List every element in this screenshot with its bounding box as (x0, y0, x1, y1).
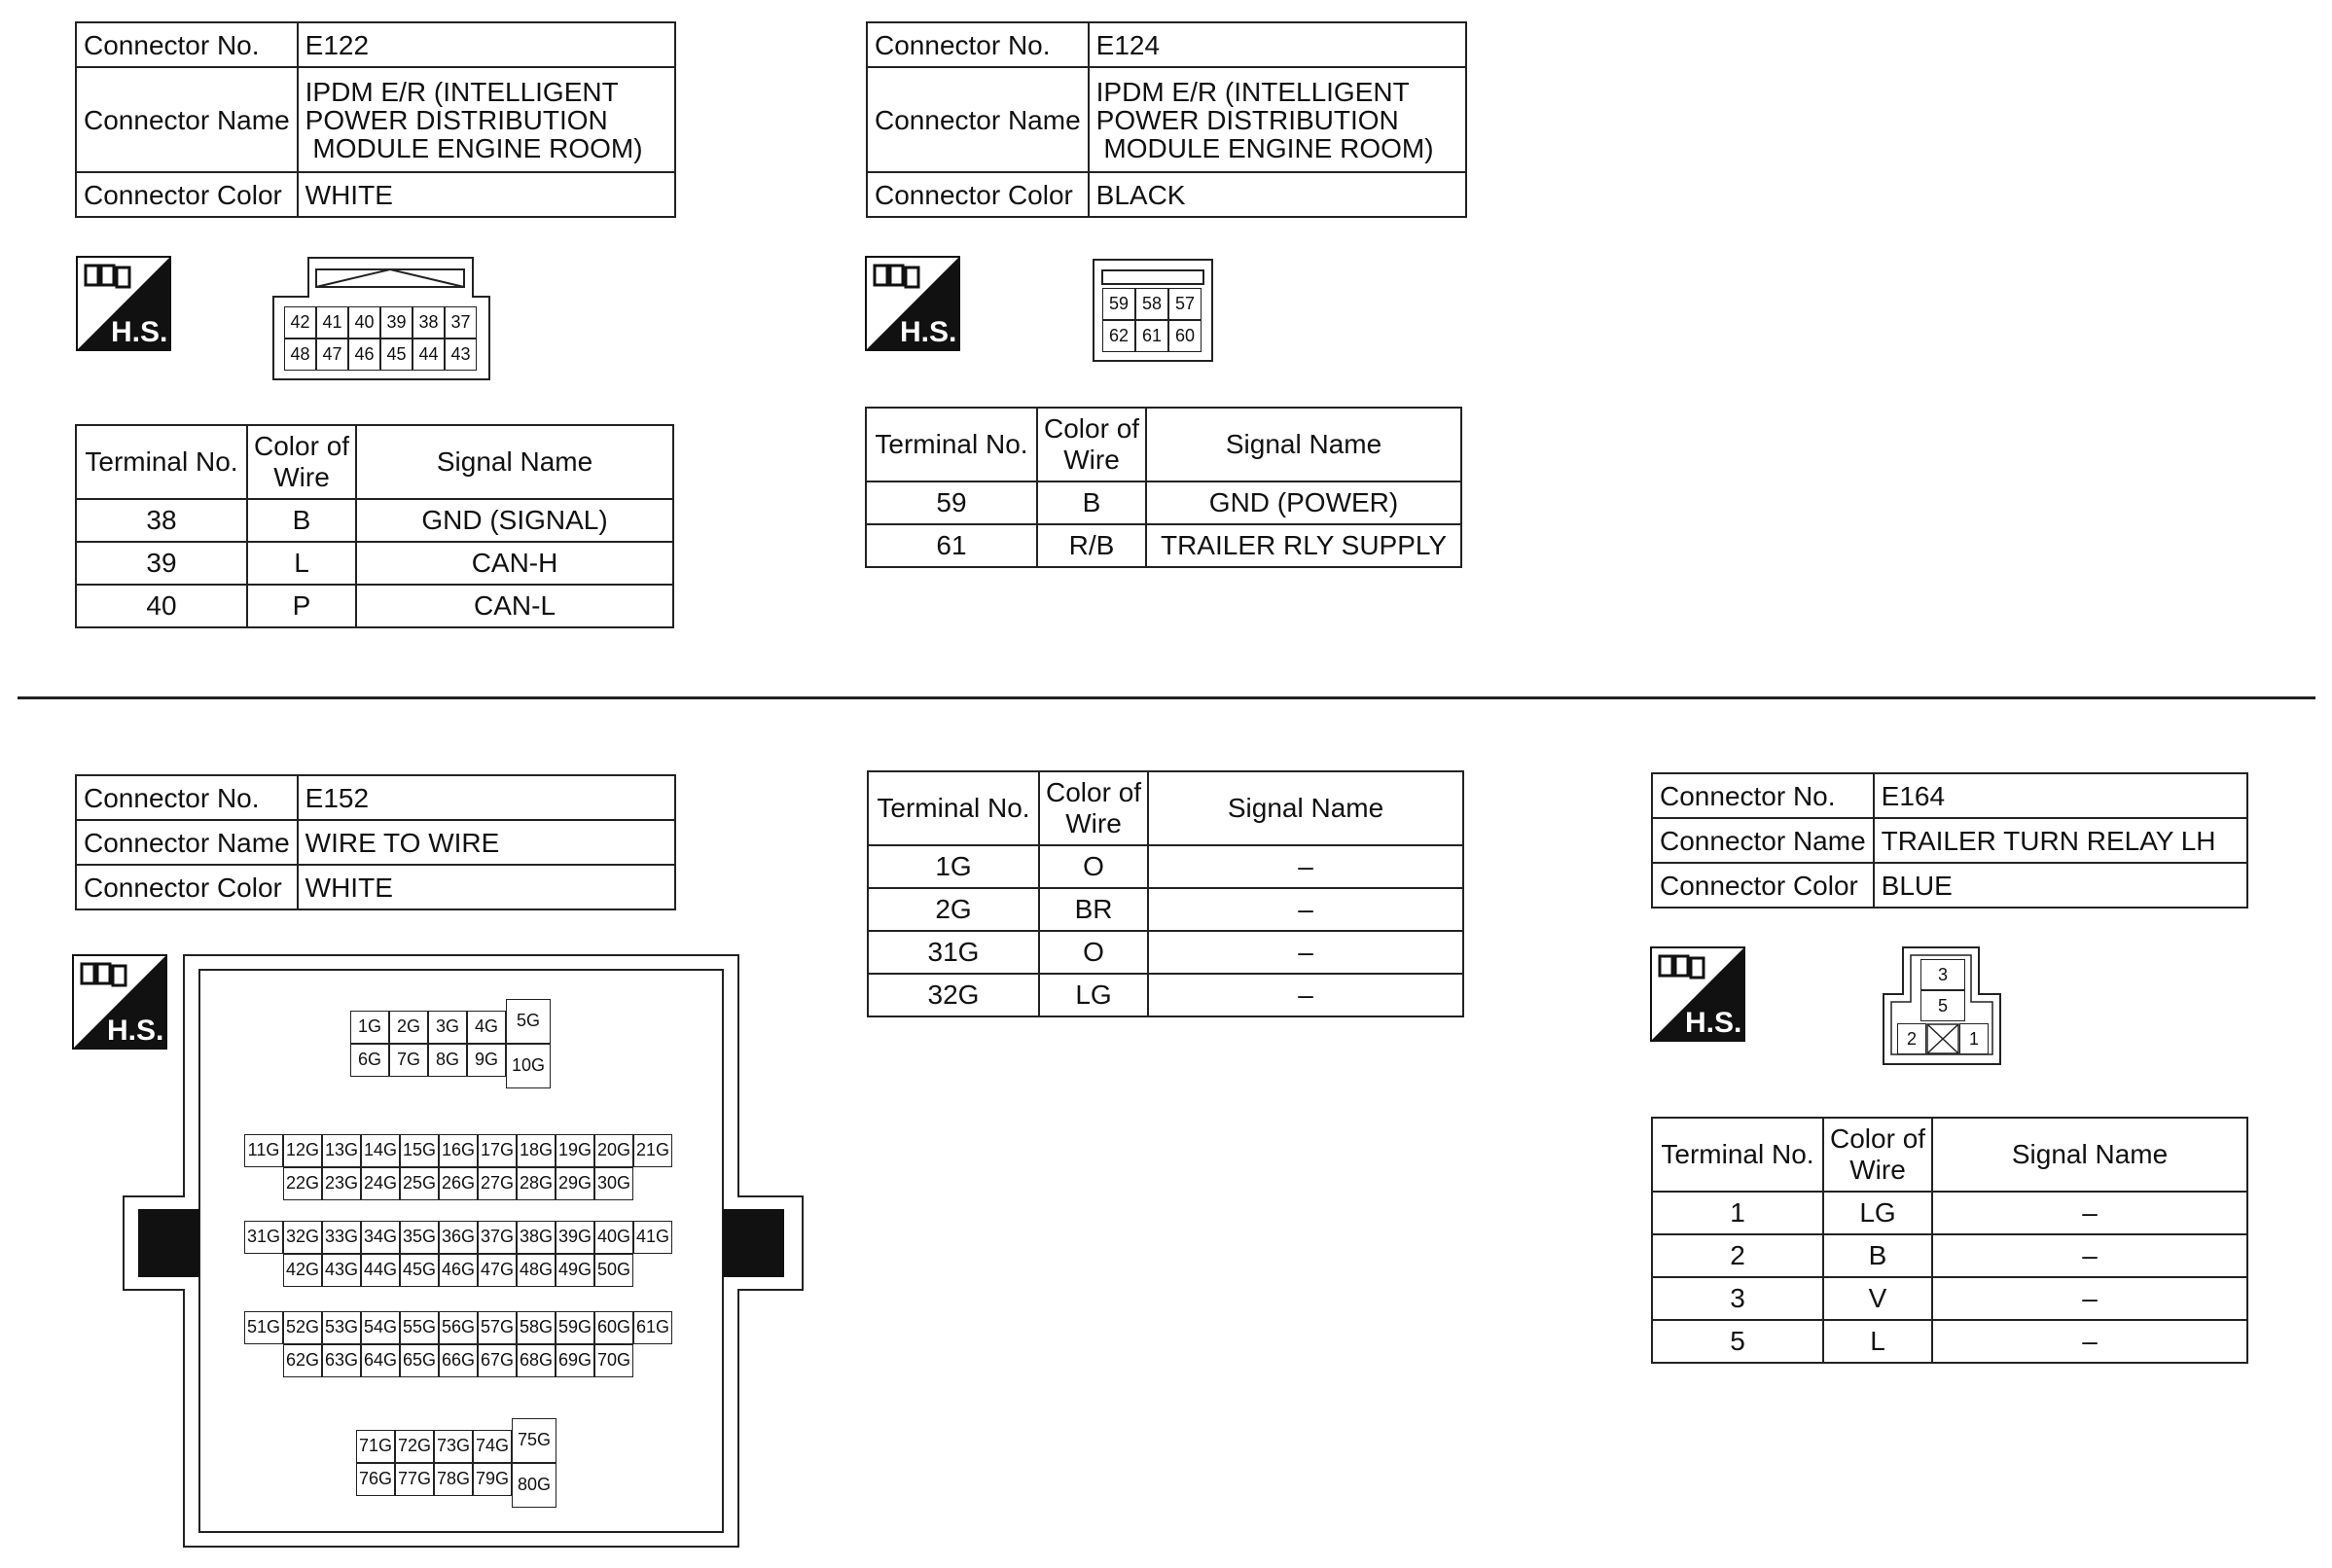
connector-pin: 36G (439, 1221, 478, 1254)
connector-color-value: BLUE (1874, 863, 2247, 908)
connector-pin: 44G (361, 1254, 400, 1287)
signal-name-cell: TRAILER RLY SUPPLY (1146, 524, 1461, 567)
connector-name-value: TRAILER TURN RELAY LH (1874, 818, 2247, 863)
connector-pin: 45 (380, 339, 413, 371)
connector-pin: 41G (633, 1221, 672, 1254)
connector-pin: 79G (473, 1463, 512, 1496)
hs-label: H.S. (107, 1015, 164, 1047)
connector-name-label: Connector Name (1652, 818, 1874, 863)
table-row (1652, 1192, 2247, 1234)
e164-connector-face (1882, 945, 2002, 1066)
connector-pin: 47 (316, 339, 348, 371)
connector-name-label: Connector Name (76, 67, 298, 172)
wire-color-cell: B (1037, 481, 1146, 524)
hs-icon (1650, 946, 1745, 1042)
terminal-cell: 1G (868, 845, 1039, 888)
connector-pin: 18G (517, 1134, 556, 1167)
connector-name-value: IPDM E/R (INTELLIGENT POWER DISTRIBUTION MODULE ENGINE ROOM) (1089, 67, 1466, 172)
signal-name-cell: – (1148, 931, 1463, 974)
connector-pin: 43 (445, 339, 477, 371)
terminal-cell: 38 (76, 499, 247, 542)
signal-name-cell: – (1932, 1320, 2247, 1363)
hs-icon (76, 256, 171, 351)
connector-pin: 25G (400, 1167, 439, 1200)
connector-pin: 39 (380, 306, 413, 339)
connector-pin: 37 (445, 306, 477, 339)
e152-info-table (75, 774, 676, 910)
connector-pin: 6G (350, 1044, 389, 1077)
table-row (76, 499, 673, 542)
connector-pin: 63G (322, 1344, 361, 1377)
table-row (1652, 1234, 2247, 1277)
connector-pin: 46G (439, 1254, 478, 1287)
connector-color-label: Connector Color (76, 865, 298, 909)
connector-pin: 59 (1102, 288, 1135, 320)
connector-pin: 9G (467, 1044, 506, 1077)
connector-pin: 62 (1102, 320, 1135, 352)
connector-pin: 75G (512, 1418, 556, 1463)
signal-name-cell: – (1932, 1277, 2247, 1320)
connector-pin: 62G (283, 1344, 322, 1377)
connector-pin: 71G (356, 1430, 395, 1463)
e164-pin-5: 5 (1920, 990, 1965, 1021)
terminal-cell: 5 (1652, 1320, 1823, 1363)
connector-pin: 53G (322, 1311, 361, 1344)
connector-name-value: IPDM E/R (INTELLIGENT POWER DISTRIBUTION MODULE ENGINE ROOM) (298, 67, 675, 172)
connector-pin: 32G (283, 1221, 322, 1254)
connector-no-label: Connector No. (76, 775, 298, 820)
connector-pin: 56G (439, 1311, 478, 1344)
connector-pin: 74G (473, 1430, 512, 1463)
connector-pin: 48 (284, 339, 316, 371)
connector-pin: 58G (517, 1311, 556, 1344)
connector-no-value: E124 (1089, 22, 1466, 67)
wire-color-cell: LG (1039, 974, 1148, 1016)
connector-pin: 8G (428, 1044, 467, 1077)
signal-name-header: Signal Name (356, 425, 673, 499)
connector-pin: 58 (1135, 288, 1168, 320)
connector-pin: 39G (556, 1221, 594, 1254)
connector-pin: 21G (633, 1134, 672, 1167)
table-row (868, 888, 1463, 931)
e152-terminal-table (867, 770, 1464, 1017)
connector-pin: 57G (478, 1311, 517, 1344)
connector-pin: 43G (322, 1254, 361, 1287)
connector-pin: 45G (400, 1254, 439, 1287)
connector-pin: 57 (1168, 288, 1202, 320)
connector-pin: 3G (428, 1011, 467, 1044)
terminal-no-header: Terminal No. (868, 771, 1039, 845)
wire-color-cell: O (1039, 845, 1148, 888)
terminal-cell: 32G (868, 974, 1039, 1016)
e122-connector-face (272, 256, 490, 380)
terminal-cell: 61 (866, 524, 1037, 567)
connector-color-label: Connector Color (76, 172, 298, 217)
wire-color-cell: L (1823, 1320, 1932, 1363)
connector-pin: 59G (556, 1311, 594, 1344)
connector-pin: 13G (322, 1134, 361, 1167)
table-row (866, 524, 1461, 567)
signal-name-header: Signal Name (1148, 771, 1463, 845)
connector-pin: 19G (556, 1134, 594, 1167)
table-row (1652, 1277, 2247, 1320)
e124-terminal-table (865, 407, 1462, 568)
wire-color-cell: O (1039, 931, 1148, 974)
e164-pin-1: 1 (1959, 1023, 1989, 1054)
connector-pin: 64G (361, 1344, 400, 1377)
section-divider (18, 696, 2315, 699)
signal-name-cell: CAN-H (356, 542, 673, 585)
connector-pin: 70G (594, 1344, 633, 1377)
connector-name-label: Connector Name (867, 67, 1089, 172)
connector-name-value: WIRE TO WIRE (298, 820, 675, 865)
signal-name-cell: – (1932, 1192, 2247, 1234)
table-row (868, 974, 1463, 1016)
connector-pin: 1G (350, 1011, 389, 1044)
terminal-cell: 2 (1652, 1234, 1823, 1277)
connector-pin: 10G (506, 1044, 551, 1088)
signal-name-cell: – (1148, 845, 1463, 888)
signal-name-cell: CAN-L (356, 585, 673, 627)
connector-pin: 60G (594, 1311, 633, 1344)
terminal-cell: 3 (1652, 1277, 1823, 1320)
signal-name-cell: – (1148, 974, 1463, 1016)
connector-color-value: BLACK (1089, 172, 1466, 217)
connector-pin: 33G (322, 1221, 361, 1254)
wire-color-cell: P (247, 585, 356, 627)
connector-color-label: Connector Color (1652, 863, 1874, 908)
e164-pin-3: 3 (1920, 959, 1965, 990)
wire-color-cell: R/B (1037, 524, 1146, 567)
connector-pin: 37G (478, 1221, 517, 1254)
connector-pin: 42 (284, 306, 316, 339)
connector-pin: 29G (556, 1167, 594, 1200)
connector-pin: 42G (283, 1254, 322, 1287)
connector-pin: 50G (594, 1254, 633, 1287)
e124-connector-face (1093, 259, 1213, 362)
terminal-no-header: Terminal No. (866, 408, 1037, 481)
hs-icon (865, 256, 960, 351)
connector-pin: 41 (316, 306, 348, 339)
connector-no-value: E122 (298, 22, 675, 67)
connector-pin: 76G (356, 1463, 395, 1496)
wire-color-cell: B (1823, 1234, 1932, 1277)
connector-pin: 40G (594, 1221, 633, 1254)
connector-no-value: E164 (1874, 773, 2247, 818)
connector-pin: 11G (244, 1134, 283, 1167)
connector-pin: 72G (395, 1430, 434, 1463)
connector-color-label: Connector Color (867, 172, 1089, 217)
color-of-wire-header: Color of Wire (247, 425, 356, 499)
table-row (866, 481, 1461, 524)
connector-pin: 30G (594, 1167, 633, 1200)
wire-color-cell: B (247, 499, 356, 542)
connector-pin: 61G (633, 1311, 672, 1344)
signal-name-cell: GND (SIGNAL) (356, 499, 673, 542)
connector-pin: 66G (439, 1344, 478, 1377)
signal-name-cell: – (1932, 1234, 2247, 1277)
connector-pin: 16G (439, 1134, 478, 1167)
connector-pin: 40 (348, 306, 380, 339)
connector-pin: 67G (478, 1344, 517, 1377)
connector-pin: 77G (395, 1463, 434, 1496)
connector-pin: 48G (517, 1254, 556, 1287)
e122-info-table (75, 21, 676, 218)
wire-color-cell: V (1823, 1277, 1932, 1320)
color-of-wire-header: Color of Wire (1039, 771, 1148, 845)
connector-pin: 22G (283, 1167, 322, 1200)
connector-pin: 54G (361, 1311, 400, 1344)
connector-pin: 60 (1168, 320, 1202, 352)
connector-pin: 52G (283, 1311, 322, 1344)
signal-name-cell: GND (POWER) (1146, 481, 1461, 524)
e164-terminal-table (1651, 1117, 2248, 1364)
terminal-no-header: Terminal No. (1652, 1118, 1823, 1192)
connector-pin: 51G (244, 1311, 283, 1344)
e164-info-table (1651, 772, 2248, 909)
connector-color-value: WHITE (298, 172, 675, 217)
connector-pin: 14G (361, 1134, 400, 1167)
signal-name-header: Signal Name (1146, 408, 1461, 481)
color-of-wire-header: Color of Wire (1823, 1118, 1932, 1192)
connector-pin: 24G (361, 1167, 400, 1200)
connector-pin: 44 (413, 339, 445, 371)
connector-pin: 78G (434, 1463, 473, 1496)
e124-info-table (866, 21, 1467, 218)
connector-name-label: Connector Name (76, 820, 298, 865)
connector-pin: 47G (478, 1254, 517, 1287)
signal-name-header: Signal Name (1932, 1118, 2247, 1192)
signal-name-cell: – (1148, 888, 1463, 931)
terminal-cell: 40 (76, 585, 247, 627)
connector-pin: 31G (244, 1221, 283, 1254)
table-row (868, 845, 1463, 888)
connector-pin: 69G (556, 1344, 594, 1377)
connector-pin: 46 (348, 339, 380, 371)
terminal-no-header: Terminal No. (76, 425, 247, 499)
terminal-cell: 59 (866, 481, 1037, 524)
terminal-cell: 2G (868, 888, 1039, 931)
connector-no-label: Connector No. (867, 22, 1089, 67)
connector-pin: 15G (400, 1134, 439, 1167)
connector-pin: 5G (506, 999, 551, 1044)
hs-label: H.S. (111, 316, 168, 348)
e152-connector-face (121, 953, 806, 1549)
connector-pin: 26G (439, 1167, 478, 1200)
connector-pin: 28G (517, 1167, 556, 1200)
connector-color-value: WHITE (298, 865, 675, 909)
e122-terminal-table (75, 424, 674, 628)
table-row (76, 585, 673, 627)
color-of-wire-header: Color of Wire (1037, 408, 1146, 481)
e164-blank-pin-icon (1926, 1023, 1959, 1054)
table-row (76, 542, 673, 585)
connector-no-label: Connector No. (76, 22, 298, 67)
connector-pin: 34G (361, 1221, 400, 1254)
connector-pin: 35G (400, 1221, 439, 1254)
terminal-cell: 31G (868, 931, 1039, 974)
connector-pin: 27G (478, 1167, 517, 1200)
table-row (1652, 1320, 2247, 1363)
terminal-cell: 1 (1652, 1192, 1823, 1234)
connector-pin: 73G (434, 1430, 473, 1463)
connector-pin: 20G (594, 1134, 633, 1167)
connector-pin: 49G (556, 1254, 594, 1287)
connector-pin: 23G (322, 1167, 361, 1200)
connector-pin: 7G (389, 1044, 428, 1077)
connector-pin: 4G (467, 1011, 506, 1044)
terminal-cell: 39 (76, 542, 247, 585)
wire-color-cell: LG (1823, 1192, 1932, 1234)
connector-no-label: Connector No. (1652, 773, 1874, 818)
connector-no-value: E152 (298, 775, 675, 820)
table-row (868, 931, 1463, 974)
connector-pin: 17G (478, 1134, 517, 1167)
connector-pin: 12G (283, 1134, 322, 1167)
wire-color-cell: BR (1039, 888, 1148, 931)
hs-label: H.S. (900, 316, 957, 348)
connector-pin: 61 (1135, 320, 1168, 352)
hs-label: H.S. (1685, 1007, 1742, 1039)
connector-pin: 2G (389, 1011, 428, 1044)
connector-pin: 68G (517, 1344, 556, 1377)
connector-pin: 38 (413, 306, 445, 339)
wire-color-cell: L (247, 542, 356, 585)
e164-pin-2: 2 (1897, 1023, 1926, 1054)
connector-pin: 65G (400, 1344, 439, 1377)
connector-pin: 80G (512, 1463, 556, 1508)
connector-pin: 38G (517, 1221, 556, 1254)
connector-pin: 55G (400, 1311, 439, 1344)
